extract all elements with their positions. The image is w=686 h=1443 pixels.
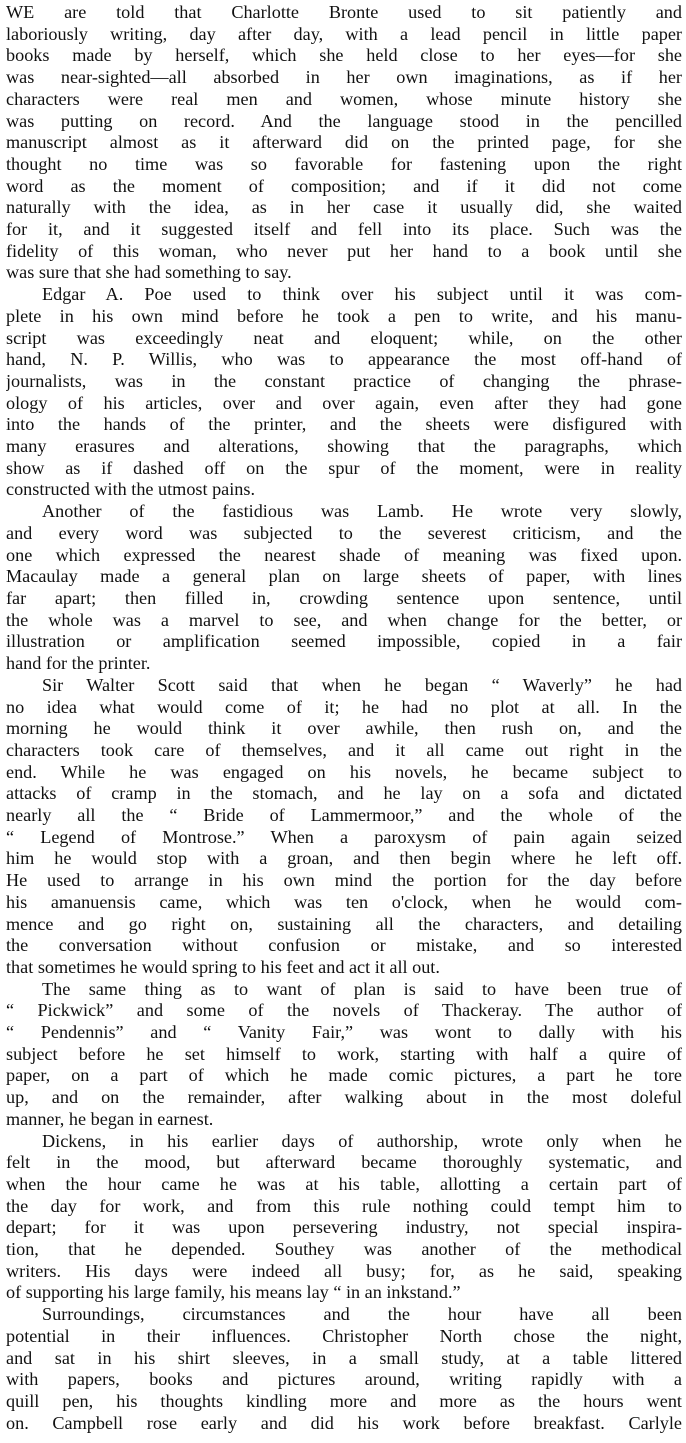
text-line: of supporting his large family, his means lay “ in an inkstand.”: [6, 1282, 461, 1303]
text-line: plete in his own mind before he took a pen to write, and his manu-: [6, 305, 682, 326]
text-line: morning he would think it over awhile, then rush on, and the: [6, 718, 682, 739]
text-line: He used to arrange in his own mind the portion for the day before: [6, 870, 682, 891]
text-line: journalists, was in the constant practice of changing the phrase-: [6, 370, 682, 391]
text-line: characters took care of themselves, and it all came out right in the: [6, 739, 682, 760]
text-line: script was exceedingly neat and eloquent; while, on the other: [6, 327, 682, 348]
text-line: fidelity of this woman, who never put her hand to a book until she: [6, 240, 682, 261]
text-line: nearly all the “ Bride of Lammermoor,” and the whole of the: [6, 805, 682, 826]
text-line: tion, that he depended. Southey was another of the methodical: [6, 1239, 682, 1260]
text-line: The same thing as to want of plan is said to have been true of: [42, 978, 682, 999]
text-line: was near-sighted—all absorbed in her own imaginations, as if her: [6, 67, 682, 88]
paragraph: [6, 501, 682, 675]
text-line: “ Pickwick” and some of the novels of Thackeray. The author of: [6, 1000, 682, 1021]
text-line: writers. His days were indeed all busy; for, as he said, speaking: [6, 1260, 682, 1281]
text-line: manuscript almost as it afterward did on the printed page, for she: [6, 132, 682, 153]
paragraph: [6, 284, 682, 501]
text-line: WE are told that Charlotte Bronte used to sit patiently and: [6, 2, 682, 22]
text-line: was putting on record. And the language stood in the pencilled: [6, 110, 682, 131]
text-line: end. While he was engaged on his novels, he became subject to: [6, 761, 682, 782]
text-line: laboriously writing, day after day, with a lead pencil in little paper: [6, 23, 682, 44]
text-line: hand, N. P. Willis, who was to appearance the most off-hand of: [6, 349, 682, 370]
text-line: thought no time was so favorable for fastening upon the right: [6, 153, 682, 174]
text-line: naturally with the idea, as in her case it usually did, she waited: [6, 197, 682, 218]
text-line: for it, and it suggested itself and fell into its place. Such was the: [6, 219, 682, 240]
text-line: books made by herself, which she held close to her eyes—for she: [6, 45, 682, 66]
text-line: Edgar A. Poe used to think over his subject until it was com-: [42, 284, 682, 305]
text-line: subject before he set himself to work, starting with half a quire of: [6, 1043, 682, 1064]
text-line: up, and on the remainder, after walking about in the most doleful: [6, 1087, 682, 1108]
text-line: show as if dashed off on the spur of the moment, were in reality: [6, 457, 682, 478]
paragraph: [6, 675, 682, 979]
text-line: mence and go right on, sustaining all the characters, and detailing: [6, 913, 682, 934]
text-line: no idea what would come of it; he had no plot at all. In the: [6, 696, 682, 717]
text-line: manner, he began in earnest.: [6, 1108, 214, 1129]
text-line: constructed with the utmost pains.: [6, 479, 256, 500]
text-line: word as the moment of composition; and if it did not come: [6, 175, 682, 196]
text-line: when the hour came he was at his table, allotting a certain part of: [6, 1173, 682, 1194]
text-line: attacks of cramp in the stomach, and he lay on a sofa and dictated: [6, 783, 682, 804]
text-line: “ Legend of Montrose.” When a paroxysm of pain again seized: [6, 826, 682, 847]
paragraph: [6, 979, 682, 1131]
text-line: Macaulay made a general plan on large sheets of paper, with lines: [6, 566, 682, 587]
text-line: Surroundings, circumstances and the hour have all been: [42, 1304, 682, 1325]
text-line: ology of his articles, over and over again, even after they had gone: [6, 392, 682, 413]
text-line: illustration or amplification seemed impossible, copied in a fair: [6, 631, 682, 652]
paragraph: [6, 1131, 682, 1305]
text-line: with papers, books and pictures around, writing rapidly with a: [6, 1369, 682, 1390]
text-line: on. Campbell rose early and did his work before breakfast. Carlyle: [6, 1412, 682, 1433]
text-line: into the hands of the printer, and the sheets were disfigured with: [6, 414, 682, 435]
text-line: the conversation without confusion or mistake, and so interested: [6, 935, 682, 956]
text-line: and sat in his shirt sleeves, in a small study, at a table littered: [6, 1347, 682, 1368]
text-line: Dickens, in his earlier days of authorship, wrote only when he: [42, 1130, 682, 1151]
paragraph: [6, 1304, 682, 1434]
text-line: him he would stop with a groan, and then begin where he left off.: [6, 848, 682, 869]
text-line: the day for work, and from this rule nothing could tempt him to: [6, 1195, 682, 1216]
text-line: far apart; then filled in, crowding sentence upon sentence, until: [6, 587, 682, 608]
text-line: his amanuensis came, which was ten o'clock, when he would com-: [6, 891, 682, 912]
text-line: quill pen, his thoughts kindling more and more as the hours went: [6, 1391, 682, 1411]
text-line: was sure that she had something to say.: [6, 262, 292, 283]
text-line: “ Pendennis” and “ Vanity Fair,” was wont to dally with his: [6, 1022, 682, 1043]
text-line: paper, on a part of which he made comic pictures, a part he tore: [6, 1065, 682, 1086]
text-line: one which expressed the nearest shade of meaning was fixed upon.: [6, 544, 682, 565]
text-line: Sir Walter Scott said that when he began “ Waverly” he had: [42, 674, 682, 695]
text-line: characters were real men and women, whose minute history she: [6, 88, 682, 109]
article-body: [6, 2, 682, 1434]
paragraph: [6, 2, 682, 284]
text-line: potential in their influences. Christopher North chose the night,: [6, 1325, 682, 1346]
text-line: that sometimes he would spring to his feet and act it all out.: [6, 956, 440, 977]
text-line: the whole was a marvel to see, and when change for the better, or: [6, 609, 682, 630]
text-line: many erasures and alterations, showing that the paragraphs, which: [6, 436, 682, 457]
text-line: and every word was subjected to the severest criticism, and the: [6, 522, 682, 543]
text-line: hand for the printer.: [6, 653, 151, 674]
text-line: felt in the mood, but afterward became thoroughly systematic, and: [6, 1152, 682, 1173]
text-line: Another of the fastidious was Lamb. He wrote very slowly,: [42, 501, 682, 522]
text-line: depart; for it was upon persevering industry, not special inspira-: [6, 1217, 682, 1238]
